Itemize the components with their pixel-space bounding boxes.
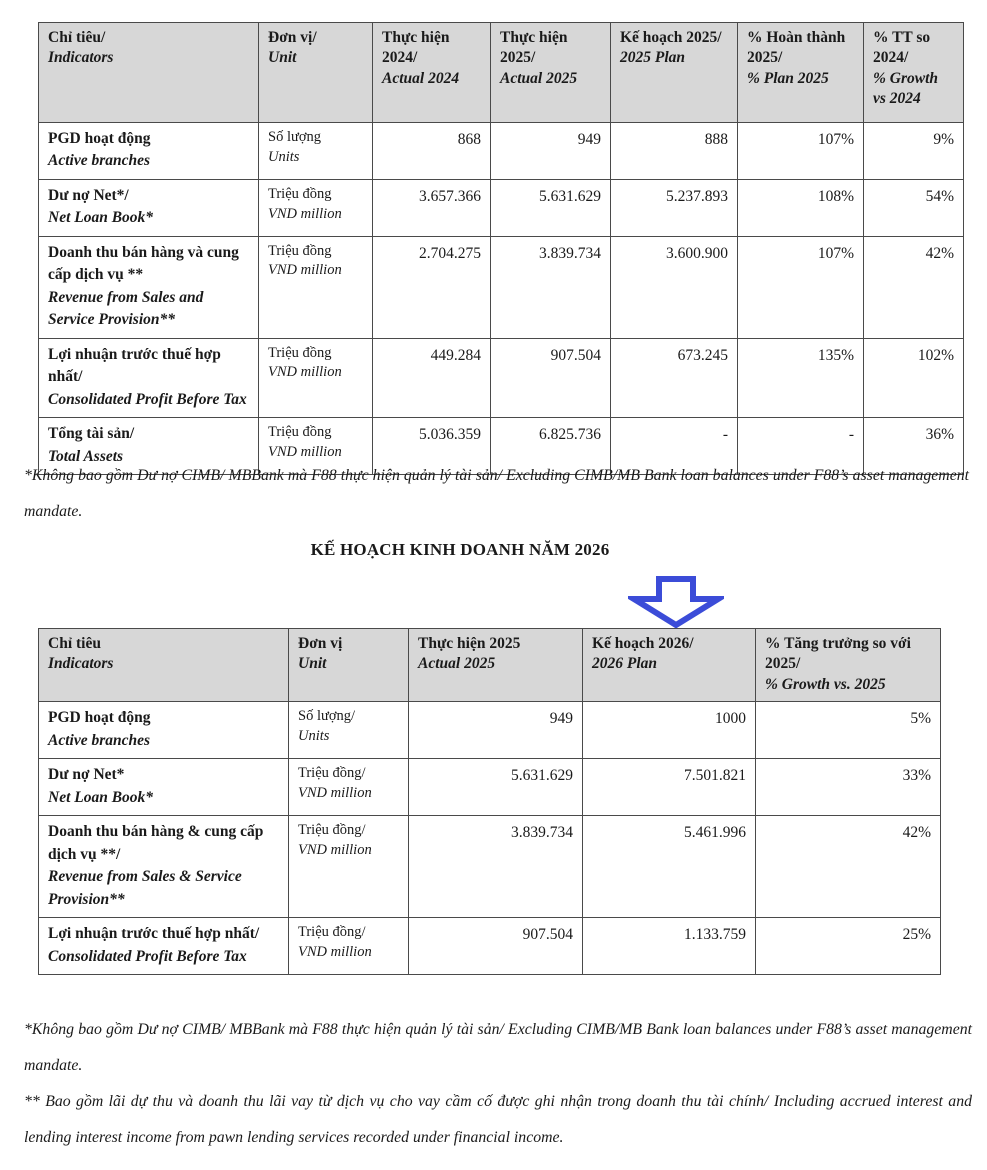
value-cell: 5.237.893 xyxy=(611,179,738,236)
row-label: Dư nợ Net* Net Loan Book* xyxy=(39,759,289,816)
unit-cell: Triệu đồng VND million xyxy=(259,236,373,338)
down-arrow-icon xyxy=(628,576,724,628)
unit-cell: Triệu đồng/ VND million xyxy=(289,759,409,816)
header-en: Actual 2025 xyxy=(418,655,496,673)
value-cell: 949 xyxy=(491,123,611,180)
row-label: Lợi nhuận trước thuế hợp nhất/ Consolidated Profit Before Tax xyxy=(39,918,289,975)
col-header-unit xyxy=(259,23,373,123)
header-en: Indicators xyxy=(48,655,114,673)
value-cell: 54% xyxy=(864,179,964,236)
value-cell: 135% xyxy=(738,338,864,417)
header-en: Indicators xyxy=(48,49,114,67)
header-en: Actual 2025 xyxy=(500,69,578,87)
footnote-double-asterisk-table2: ** Bao gồm lãi dự thu và doanh thu lãi vay từ dịch vụ cho vay cầm cố được ghi nhận trong doanh thu tài chính/ Including accrued interest and lending interest income from pawn lending services recorded under financial income. xyxy=(24,1093,972,1147)
value-cell: 42% xyxy=(756,816,941,918)
footnotes-table2 xyxy=(24,1012,972,1156)
col-header-indicators xyxy=(39,629,289,702)
value-cell: 107% xyxy=(738,123,864,180)
table-header-row xyxy=(39,23,964,123)
value-cell: 2.704.275 xyxy=(373,236,491,338)
row-label: Tổng tài sản/ Total Assets xyxy=(39,418,259,475)
row-label: Dư nợ Net*/ Net Loan Book* xyxy=(39,179,259,236)
footnote-asterisk-table1: *Không bao gồm Dư nợ CIMB/ MBBank mà F88 thực hiện quản lý tài sản/ Excluding CIMB/MB Bank loan balances under F88’s asset management mandate. xyxy=(24,467,969,521)
value-cell: 1000 xyxy=(583,702,756,759)
header-vi: Đơn vị xyxy=(298,635,343,652)
value-cell: 888 xyxy=(611,123,738,180)
header-en: Unit xyxy=(298,655,327,673)
header-vi: Chỉ tiêu/ xyxy=(48,29,106,46)
value-cell: 33% xyxy=(756,759,941,816)
section-heading-2026-plan: KẾ HOẠCH KINH DOANH NĂM 2026 xyxy=(310,540,610,559)
col-header-actual-2025 xyxy=(491,23,611,123)
value-cell: 3.657.366 xyxy=(373,179,491,236)
value-cell: 3.839.734 xyxy=(409,816,583,918)
header-vi: Kế hoạch 2026/ xyxy=(592,635,694,652)
col-header-plan-2025 xyxy=(611,23,738,123)
row-label: PGD hoạt động Active branches xyxy=(39,123,259,180)
unit-cell: Triệu đồng VND million xyxy=(259,418,373,475)
unit-cell: Triệu đồng VND million xyxy=(259,179,373,236)
header-en: Actual 2024 xyxy=(382,69,460,87)
value-cell: 868 xyxy=(373,123,491,180)
header-vi: % Tăng trưởng so với 2025/ xyxy=(765,635,911,673)
value-cell: 9% xyxy=(864,123,964,180)
header-vi: Đơn vị/ xyxy=(268,29,317,46)
unit-cell: Triệu đồng/ VND million xyxy=(289,918,409,975)
header-vi: Thực hiện 2025 xyxy=(418,635,521,652)
col-header-indicators xyxy=(39,23,259,123)
row-label: Lợi nhuận trước thuế hợp nhất/ Consolidated Profit Before Tax xyxy=(39,338,259,417)
col-header-pct-growth-2025 xyxy=(756,629,941,702)
col-header-actual-2024 xyxy=(373,23,491,123)
header-vi: Thực hiện 2025/ xyxy=(500,29,568,67)
value-cell: 449.284 xyxy=(373,338,491,417)
value-cell: 907.504 xyxy=(409,918,583,975)
col-header-unit xyxy=(289,629,409,702)
value-cell: 107% xyxy=(738,236,864,338)
value-cell: 7.501.821 xyxy=(583,759,756,816)
row-label: Doanh thu bán hàng & cung cấp dịch vụ **/ Revenue from Sales & Service Provision** xyxy=(39,816,289,918)
value-cell: 5.631.629 xyxy=(409,759,583,816)
table-row xyxy=(39,759,941,816)
value-cell: 25% xyxy=(756,918,941,975)
header-en: % Growth vs. 2025 xyxy=(765,675,886,693)
value-cell: 5.461.996 xyxy=(583,816,756,918)
header-en: 2026 Plan xyxy=(592,655,658,673)
unit-cell: Triệu đồng/ VND million xyxy=(289,816,409,918)
header-en: Unit xyxy=(268,49,297,67)
unit-cell: Triệu đồng VND million xyxy=(259,338,373,417)
header-en: % Growth vs 2024 xyxy=(873,69,939,108)
value-cell: 907.504 xyxy=(491,338,611,417)
table-row xyxy=(39,338,964,417)
table-row xyxy=(39,918,941,975)
value-cell: 108% xyxy=(738,179,864,236)
plan-2026-table xyxy=(38,628,941,975)
table-header-row xyxy=(39,629,941,702)
header-vi: Chỉ tiêu xyxy=(48,635,101,652)
header-en: 2025 Plan xyxy=(620,49,686,67)
header-vi: % TT so 2024/ xyxy=(873,29,931,67)
value-cell: 102% xyxy=(864,338,964,417)
value-cell: 1.133.759 xyxy=(583,918,756,975)
header-vi: % Hoàn thành 2025/ xyxy=(747,29,846,67)
value-cell: 5.631.629 xyxy=(491,179,611,236)
col-header-plan-2026 xyxy=(583,629,756,702)
table-row xyxy=(39,702,941,759)
row-label: Doanh thu bán hàng và cung cấp dịch vụ ** Revenue from Sales and Service Provision** xyxy=(39,236,259,338)
value-cell: 949 xyxy=(409,702,583,759)
value-cell: 42% xyxy=(864,236,964,338)
table-row xyxy=(39,236,964,338)
col-header-pct-plan xyxy=(738,23,864,123)
header-vi: Kế hoạch 2025/ xyxy=(620,29,722,46)
footnote-asterisk-table2: *Không bao gồm Dư nợ CIMB/ MBBank mà F88 thực hiện quản lý tài sản/ Excluding CIMB/MB Bank loan balances under F88’s asset management mandate. xyxy=(24,1021,972,1075)
value-cell: - xyxy=(738,418,864,475)
value-cell: - xyxy=(611,418,738,475)
col-header-pct-growth xyxy=(864,23,964,123)
table-row xyxy=(39,816,941,918)
value-cell: 3.839.734 xyxy=(491,236,611,338)
col-header-actual-2025 xyxy=(409,629,583,702)
results-2025-table xyxy=(38,22,964,475)
unit-cell: Số lượng/ Units xyxy=(289,702,409,759)
header-en: % Plan 2025 xyxy=(747,69,829,87)
value-cell: 3.600.900 xyxy=(611,236,738,338)
value-cell: 5.036.359 xyxy=(373,418,491,475)
header-vi: Thực hiện 2024/ xyxy=(382,29,450,67)
table-row xyxy=(39,123,964,180)
value-cell: 673.245 xyxy=(611,338,738,417)
row-label: PGD hoạt động Active branches xyxy=(39,702,289,759)
table-row xyxy=(39,179,964,236)
value-cell: 5% xyxy=(756,702,941,759)
value-cell: 36% xyxy=(864,418,964,475)
unit-cell: Số lượng Units xyxy=(259,123,373,180)
value-cell: 6.825.736 xyxy=(491,418,611,475)
